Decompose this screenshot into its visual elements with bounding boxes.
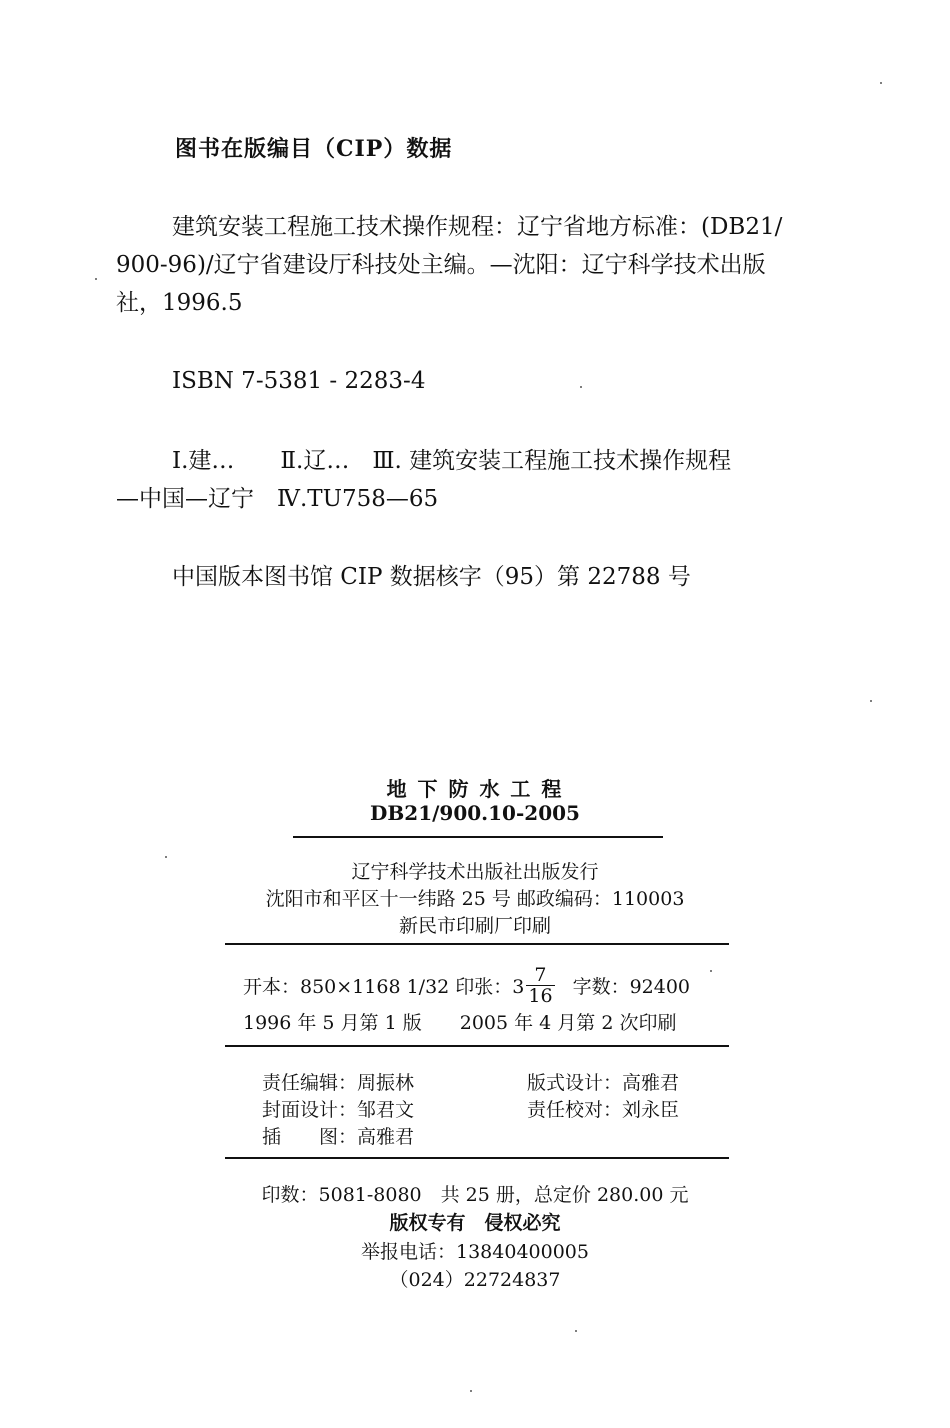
scan-speck [870, 700, 872, 702]
credit-illustration: 插 图：高雅君 [262, 1126, 415, 1148]
fraction-denominator: 16 [528, 984, 553, 1007]
word-count: 字数：92400 [572, 975, 691, 998]
format-prefix: 开本：850×1168 1/32 印张：3 [243, 975, 525, 998]
scan-speck [580, 386, 582, 388]
library-note: 中国版本图书馆 CIP 数据核字（95）第 22788 号 [172, 564, 691, 590]
copyright-notice: 版权专有 侵权必究 [389, 1212, 561, 1234]
scan-speck [880, 82, 882, 84]
edition-line: 1996 年 5 月第 1 版 2005 年 4 月第 2 次印刷 [243, 1012, 677, 1034]
credit-proofreader: 责任校对：刘永臣 [527, 1099, 680, 1121]
cip-heading: 图书在版编目（CIP）数据 [175, 136, 453, 162]
printer-line: 新民市印刷厂印刷 [398, 915, 551, 937]
fraction-numerator: 7 [526, 965, 554, 986]
cip-description-line-2: 900-96)/辽宁省建设厅科技处主编。—沈阳：辽宁科学技术出版 [116, 252, 766, 278]
publisher-line: 辽宁科学技术出版社出版发行 [351, 861, 599, 883]
scan-speck [95, 278, 97, 280]
credit-editor: 责任编辑：周振林 [262, 1072, 415, 1094]
subject-line-2: —中国—辽宁 Ⅳ.TU758—65 [116, 486, 439, 512]
book-title: 地 下 防 水 工 程 [386, 777, 564, 801]
cip-description-line-3: 社，1996.5 [116, 290, 243, 316]
scan-speck [710, 970, 712, 972]
address-line: 沈阳市和平区十一纬路 25 号 邮政编码：110003 [265, 888, 685, 910]
scan-speck [165, 856, 167, 858]
phone-number: （024）22724837 [389, 1269, 561, 1291]
divider [225, 943, 729, 945]
cip-description-line-1: 建筑安装工程施工技术操作规程：辽宁省地方标准：(DB21/ [172, 214, 783, 240]
scan-speck [575, 1330, 577, 1332]
isbn: ISBN 7-5381 - 2283-4 [172, 368, 426, 394]
standard-code: DB21/900.10-2005 [370, 801, 580, 825]
report-phone: 举报电话：13840400005 [361, 1241, 589, 1263]
print-run: 印数：5081-8080 共 25 册，总定价 280.00 元 [261, 1184, 689, 1206]
print-sheets-fraction [526, 965, 554, 1006]
divider [293, 836, 663, 838]
format-line [243, 962, 690, 1008]
credit-cover: 封面设计：邹君文 [262, 1099, 415, 1121]
scan-speck [470, 1390, 472, 1392]
divider [225, 1045, 729, 1047]
divider [225, 1157, 729, 1159]
credit-layout: 版式设计：高雅君 [527, 1072, 680, 1094]
subject-line-1: Ⅰ.建… Ⅱ.辽… Ⅲ. 建筑安装工程施工技术操作规程 [172, 448, 732, 474]
